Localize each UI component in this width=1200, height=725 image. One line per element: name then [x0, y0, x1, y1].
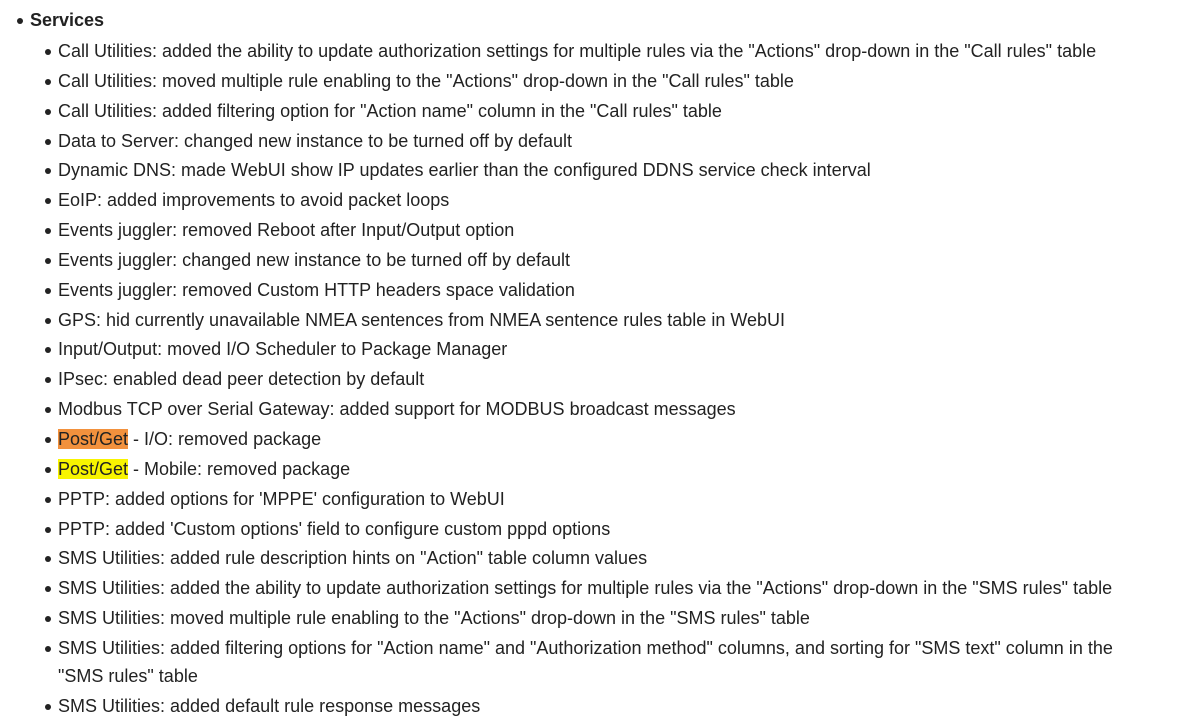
bullet-icon [45, 704, 51, 710]
list-item [0, 276, 1200, 304]
bullet-icon [45, 407, 51, 413]
bullet-icon [45, 228, 51, 234]
list-item [0, 335, 1200, 363]
item-text: Call Utilities: added filtering option for "Action name" column in the "Call rules" table [58, 100, 722, 121]
list-item [0, 455, 1200, 483]
changelog-list [0, 37, 1200, 720]
item-text: SMS Utilities: added rule description hints on "Action" table column values [58, 548, 648, 569]
item-text: Call Utilities: added the ability to update authorization settings for multiple rules via the "Actions" drop-down in the "Call rules" table [58, 41, 1097, 61]
item-text: SMS Utilities: moved multiple rule enabling to the "Actions" drop-down in the "SMS rules" table [58, 608, 810, 629]
bullet-icon [45, 139, 51, 145]
highlight-tag: Post/Get [58, 428, 129, 449]
section-heading [0, 7, 1200, 33]
item-text: - I/O: removed package [128, 428, 322, 449]
services-section-item [0, 7, 1200, 720]
bullet-icon [45, 168, 51, 174]
item-text: - Mobile: removed package [128, 458, 351, 479]
bullet-icon [45, 467, 51, 473]
item-text: Events juggler: removed Custom HTTP headers space validation [58, 279, 575, 300]
list-item [0, 37, 1200, 65]
list-item [0, 544, 1200, 572]
list-item [0, 246, 1200, 274]
bullet-icon [45, 437, 51, 443]
item-text: Events juggler: removed Reboot after Input/Output option [58, 220, 515, 241]
list-item [0, 395, 1200, 423]
bullet-icon [45, 79, 51, 85]
item-text: Dynamic DNS: made WebUI show IP updates earlier than the configured DDNS service check interval [58, 160, 871, 181]
services-section [0, 7, 1200, 722]
list-item [0, 604, 1200, 632]
bullet-icon [17, 18, 23, 24]
bullet-icon [45, 646, 51, 652]
item-text: Modbus TCP over Serial Gateway: added support for MODBUS broadcast messages [58, 399, 736, 420]
item-text: Data to Server: changed new instance to be turned off by default [58, 130, 573, 151]
item-text: Events juggler: changed new instance to be turned off by default [58, 249, 571, 270]
bullet-icon [45, 586, 51, 592]
item-text: SMS Utilities: added the ability to update authorization settings for multiple rules via the "Actions" drop-down in the "SMS rules" table [58, 578, 1113, 599]
bullet-icon [45, 556, 51, 562]
list-item [0, 186, 1200, 214]
bullet-icon [45, 497, 51, 503]
list-item [0, 634, 1200, 690]
bullet-icon [45, 49, 51, 55]
list-item [0, 692, 1200, 720]
bullet-icon [45, 198, 51, 204]
bullet-icon [45, 258, 51, 264]
item-text: GPS: hid currently unavailable NMEA sentences from NMEA sentence rules table in WebUI [58, 309, 786, 330]
list-item [0, 574, 1200, 602]
item-text: EoIP: added improvements to avoid packet loops [58, 190, 450, 211]
list-item [0, 67, 1200, 95]
bullet-icon [45, 288, 51, 294]
item-text: SMS Utilities: added filtering options for "Action name" and "Authorization method" columns, and sorting for "SMS text" column in the "SMS rules" table [58, 637, 1113, 686]
item-text: PPTP: added 'Custom options' field to configure custom pppd options [58, 518, 611, 539]
list-item [0, 485, 1200, 513]
item-text: Input/Output: moved I/O Scheduler to Package Manager [58, 339, 508, 360]
highlight-tag: Post/Get [58, 458, 129, 479]
list-item [0, 365, 1200, 393]
bullet-icon [45, 318, 51, 324]
section-title: Services [30, 10, 105, 30]
item-text: SMS Utilities: added default rule response messages [58, 695, 481, 716]
item-text: IPsec: enabled dead peer detection by default [58, 369, 425, 390]
item-text: PPTP: added options for 'MPPE' configuration to WebUI [58, 488, 505, 509]
bullet-icon [45, 616, 51, 622]
bullet-icon [45, 527, 51, 533]
list-item [0, 156, 1200, 184]
bullet-icon [45, 347, 51, 353]
item-text: Call Utilities: moved multiple rule enabling to the "Actions" drop-down in the "Call rules" table [58, 70, 794, 91]
bullet-icon [45, 109, 51, 115]
bullet-icon [45, 377, 51, 383]
list-item [0, 306, 1200, 334]
list-item [0, 97, 1200, 125]
list-item [0, 515, 1200, 543]
list-item [0, 425, 1200, 453]
list-item [0, 127, 1200, 155]
list-item [0, 216, 1200, 244]
